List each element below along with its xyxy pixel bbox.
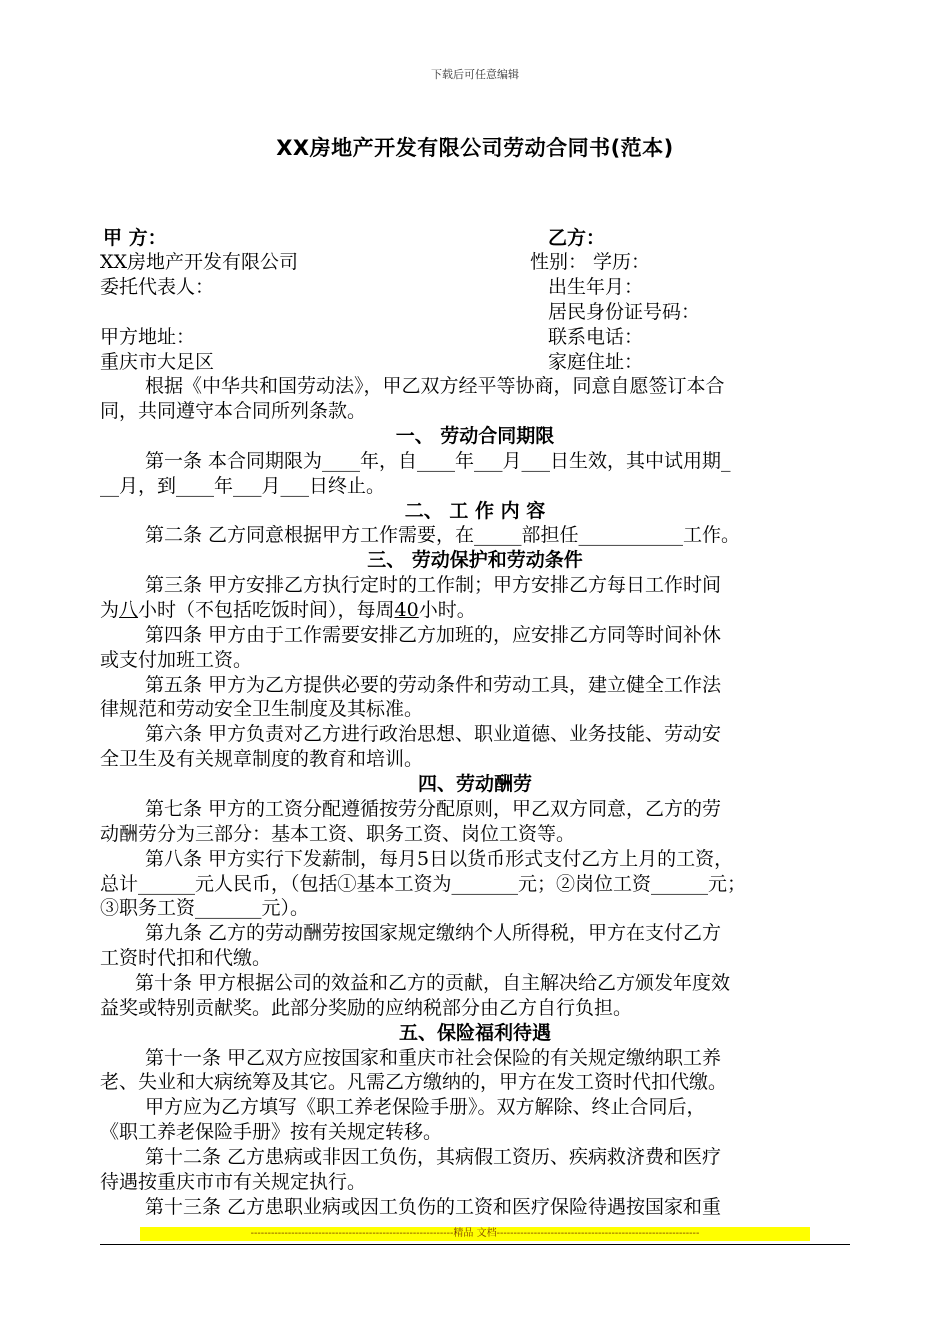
article-3-text: 小时（不包括吃饭时间），每周 — [138, 599, 395, 621]
article-2-line-1: 第二条 乙方同意根据甲方工作需要，在_____部担任___________工作。 — [145, 524, 741, 546]
section-heading-3: 三、 劳动保护和劳动条件 — [367, 549, 583, 571]
article-13-line-1: 第十三条 乙方患职业病或因工负伤的工资和医疗保险待遇按国家和重 — [145, 1196, 722, 1218]
section-heading-2: 二、 工 作 内 容 — [404, 500, 546, 522]
party-b-label: 乙方： — [548, 227, 606, 249]
intro-line-2: 同，共同遵守本合同所列条款。 — [100, 400, 367, 422]
article-5-line-2: 律规范和劳动安全卫生制度及其标准。 — [100, 698, 424, 720]
footer-banner: ------------------------------------------------------------精品 文档------------------------------------------------------------ — [140, 1227, 810, 1241]
article-4-line-2: 或支付加班工资。 — [100, 649, 253, 671]
section-heading-4: 四、劳动酬劳 — [417, 773, 532, 795]
party-b-birth: 出生年月： — [548, 276, 644, 298]
party-a-address: 重庆市大足区 — [100, 351, 215, 373]
article-10-line-1: 第十条 甲方根据公司的效益和乙方的贡献，自主解决给乙方颁发年度效 — [135, 972, 731, 994]
article-8-line-1: 第八条 甲方实行下发薪制，每月5日以货币形式支付乙方上月的工资， — [145, 848, 734, 870]
article-8-line-2: 总计______元人民币，（包括①基本工资为_______元；②岗位工资______元； — [100, 873, 747, 895]
article-3-line-1: 第三条 甲方安排乙方执行定时的工作制；甲方安排乙方每日工作时间 — [145, 574, 722, 596]
article-6-line-1: 第六条 甲方负责对乙方进行政治思想、职业道德、业务技能、劳动安 — [145, 723, 722, 745]
article-5-line-1: 第五条 甲方为乙方提供必要的劳动条件和劳动工具，建立健全工作法 — [145, 674, 722, 696]
weekly-hours-value: 40 — [394, 599, 419, 621]
article-1-line-1: 第一条 本合同期限为____年，自____年___月___日生效，其中试用期_ — [145, 450, 731, 472]
party-a-representative: 委托代表人： — [100, 276, 215, 298]
article-11-line-3: 甲方应为乙方填写《职工养老保险手册》。双方解除、终止合同后， — [145, 1096, 706, 1118]
intro-line-1: 根据《中华共和国劳动法》，甲乙双方经平等协商，同意自愿签订本合 — [145, 375, 725, 397]
party-b-gender-education: 性别： 学历： — [530, 251, 651, 273]
article-3-line-2 — [100, 598, 476, 622]
party-b-home-address: 家庭住址： — [548, 351, 644, 373]
article-1-line-2: __月，到____年___月___日终止。 — [100, 475, 386, 497]
article-9-line-2: 工资时代扣和代缴。 — [100, 947, 272, 969]
footer-divider — [100, 1244, 850, 1245]
party-a-label: 甲 方： — [103, 227, 167, 249]
party-a-address-label: 甲方地址： — [100, 326, 196, 348]
daily-hours-value: 八 — [119, 599, 139, 621]
article-8-line-3: ③职务工资_______元）。 — [100, 897, 310, 919]
article-11-line-2: 老、失业和大病统筹及其它。凡需乙方缴纳的，甲方在发工资时代扣代缴。 — [100, 1071, 728, 1093]
article-7-line-2: 动酬劳分为三部分：基本工资、职务工资、岗位工资等。 — [100, 823, 576, 845]
party-b-phone: 联系电话： — [548, 326, 644, 348]
article-12-line-2: 待遇按重庆市市有关规定执行。 — [100, 1171, 367, 1193]
party-b-id-number: 居民身份证号码： — [548, 301, 701, 323]
document-title: XX房地产开发有限公司劳动合同书(范本) — [276, 136, 674, 160]
article-9-line-1: 第九条 乙方的劳动酬劳按国家规定缴纳个人所得税，甲方在支付乙方 — [145, 922, 722, 944]
article-11-line-4: 《职工养老保险手册》按有关规定转移。 — [100, 1121, 443, 1143]
header-note: 下载后可任意编辑 — [431, 68, 519, 81]
article-6-line-2: 全卫生及有关规章制度的教育和培训。 — [100, 748, 424, 770]
article-7-line-1: 第七条 甲方的工资分配遵循按劳分配原则，甲乙双方同意，乙方的劳 — [145, 798, 722, 820]
article-10-line-2: 益奖或特别贡献奖。此部分奖励的应纳税部分由乙方自行负担。 — [100, 997, 633, 1019]
article-3-text: 小时。 — [418, 599, 476, 621]
party-a-name: XX房地产开发有限公司 — [100, 251, 299, 273]
section-heading-1: 一、 劳动合同期限 — [395, 425, 555, 447]
article-11-line-1: 第十一条 甲乙双方应按国家和重庆市社会保险的有关规定缴纳职工养 — [145, 1047, 722, 1069]
section-heading-5: 五、保险福利待遇 — [398, 1022, 551, 1044]
article-3-text: 为 — [100, 599, 120, 621]
article-4-line-1: 第四条 甲方由于工作需要安排乙方加班的，应安排乙方同等时间补休 — [145, 624, 722, 646]
article-12-line-1: 第十二条 乙方患病或非因工负伤，其病假工资历、疾病救济费和医疗 — [145, 1146, 722, 1168]
